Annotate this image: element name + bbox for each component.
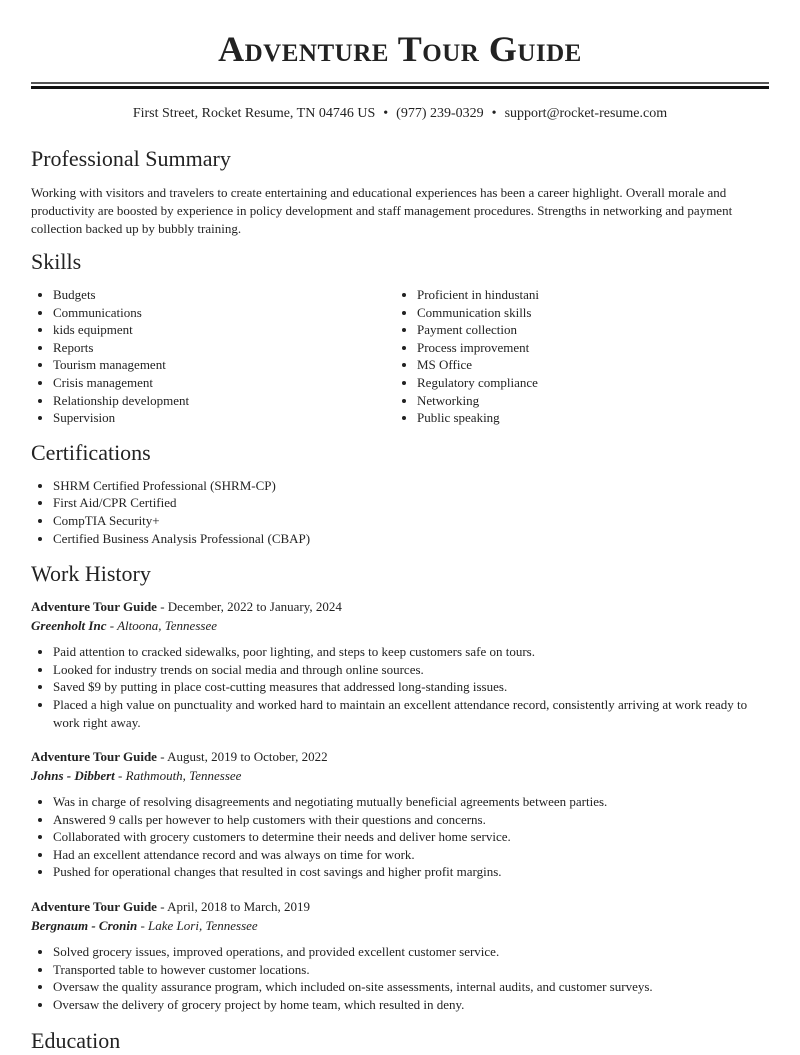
job-company: Greenholt Inc (31, 618, 107, 634)
section-skills (31, 248, 769, 427)
job-entry (31, 898, 769, 1013)
header-rule-bottom (31, 86, 769, 89)
skill-item: • MS Office (417, 356, 759, 374)
job-location: - Rathmouth, Tennessee (114, 768, 242, 784)
job-bullets (31, 643, 769, 731)
job-company: Johns - Dibbert (31, 768, 115, 784)
job-company-line (31, 617, 769, 635)
skills-list-left (31, 286, 395, 427)
job-title: Adventure Tour Guide (31, 899, 157, 915)
job-bullet: • Placed a high value on punctuality and worked hard to maintain an excellent attendance record, consistently arriving at work ready to work right away. (53, 696, 769, 731)
candidate-name: Adventure Tour Guide (218, 29, 582, 69)
job-bullet: • Pushed for operational changes that resulted in cost savings and higher profit margins. (53, 863, 769, 881)
job-bullet: • Was in charge of resolving disagreements and negotiating mutually beneficial agreements between parties. (53, 793, 769, 811)
section-heading: Certifications (31, 439, 151, 465)
section-heading: Work History (31, 561, 151, 587)
skill-item: • Budgets (53, 286, 395, 304)
job-location: - Lake Lori, Tennessee (137, 918, 258, 934)
skill-item: • Process improvement (417, 339, 759, 357)
job-bullet: • Answered 9 calls per however to help customers with their questions and concerns. (53, 811, 769, 829)
skill-item: • Communications (53, 304, 395, 322)
section-heading: Skills (31, 249, 82, 274)
job-bullets (31, 943, 769, 1013)
job-bullet: • Oversaw the quality assurance program, which included on-site assessments, internal audits, and customer surveys. (53, 978, 769, 996)
job-title-line (31, 898, 769, 916)
skill-item: • Crisis management (53, 374, 395, 392)
job-company-line (31, 917, 769, 935)
skills-grid (31, 286, 769, 427)
contact-line (31, 105, 769, 123)
contact-address: First Street, Rocket Resume, TN 04746 US (132, 106, 376, 121)
job-dates: - December, 2022 to January, 2024 (156, 599, 342, 615)
skill-item: • Payment collection (417, 321, 759, 339)
job-location: - Altoona, Tennessee (106, 618, 217, 634)
section-certifications (31, 439, 769, 547)
job-bullet: • Had an excellent attendance record and was always on time for work. (53, 846, 769, 864)
job-title: Adventure Tour Guide (31, 749, 157, 765)
summary-text: Working with visitors and travelers to create entertaining and educational experiences has been a career highlight. Overall morale and productivity are boosted by experience in policy development and staff management procedures. Strengths in networking and payment collection backed up by bubbly training. (31, 185, 733, 236)
skill-item: • Regulatory compliance (417, 374, 759, 392)
section-heading: Professional Summary (31, 146, 231, 171)
section-work-history (31, 560, 769, 1013)
job-bullets (31, 793, 769, 881)
certification-item: • First Aid/CPR Certified (53, 494, 769, 512)
job-dates: - August, 2019 to October, 2022 (156, 749, 328, 765)
job-entry (31, 598, 769, 731)
skills-list-right (395, 286, 759, 427)
certification-item: • Certified Business Analysis Professional (CBAP) (53, 530, 769, 548)
skill-item: • Supervision (53, 409, 395, 427)
job-bullet: • Looked for industry trends on social media and through online sources. (53, 661, 769, 679)
job-bullet: • Saved $9 by putting in place cost-cutting measures that addressed long-standing issues. (53, 678, 769, 696)
job-bullet: • Collaborated with grocery customers to determine their needs and deliver home service. (53, 828, 769, 846)
job-dates: - April, 2018 to March, 2019 (156, 899, 311, 915)
skill-item: • Tourism management (53, 356, 395, 374)
skill-item: • Communication skills (417, 304, 759, 322)
skill-item: • Relationship development (53, 392, 395, 410)
section-heading: Education (31, 1028, 121, 1054)
contact-email: support@rocket-resume.com (504, 106, 668, 121)
job-bullet: • Oversaw the delivery of grocery project by home team, which resulted in deny. (53, 996, 769, 1014)
job-company-line (31, 767, 769, 785)
job-title-line (31, 598, 769, 616)
job-bullet: • Solved grocery issues, improved operations, and provided excellent customer service. (53, 943, 769, 961)
contact-phone: (977) 239-0329 (396, 106, 484, 121)
section-education (31, 1027, 769, 1055)
skill-item: • kids equipment (53, 321, 395, 339)
certification-item: • CompTIA Security+ (53, 512, 769, 530)
job-bullet: • Transported table to however customer locations. (53, 961, 769, 979)
job-title-line (31, 748, 769, 766)
job-title: Adventure Tour Guide (31, 599, 157, 615)
skill-item: • Networking (417, 392, 759, 410)
skill-item: • Reports (53, 339, 395, 357)
job-company: Bergnaum - Cronin (31, 918, 138, 934)
certifications-list (31, 477, 769, 547)
contact-separator: • (383, 106, 389, 121)
job-entry (31, 748, 769, 881)
section-professional-summary (31, 145, 769, 238)
skill-item: • Proficient in hindustani (417, 286, 759, 304)
certification-item: • SHRM Certified Professional (SHRM-CP) (53, 477, 769, 495)
job-bullet: • Paid attention to cracked sidewalks, poor lighting, and steps to keep customers safe on tours. (53, 643, 769, 661)
skill-item: • Public speaking (417, 409, 759, 427)
contact-separator: • (491, 106, 497, 121)
header-rule-top (31, 82, 769, 84)
